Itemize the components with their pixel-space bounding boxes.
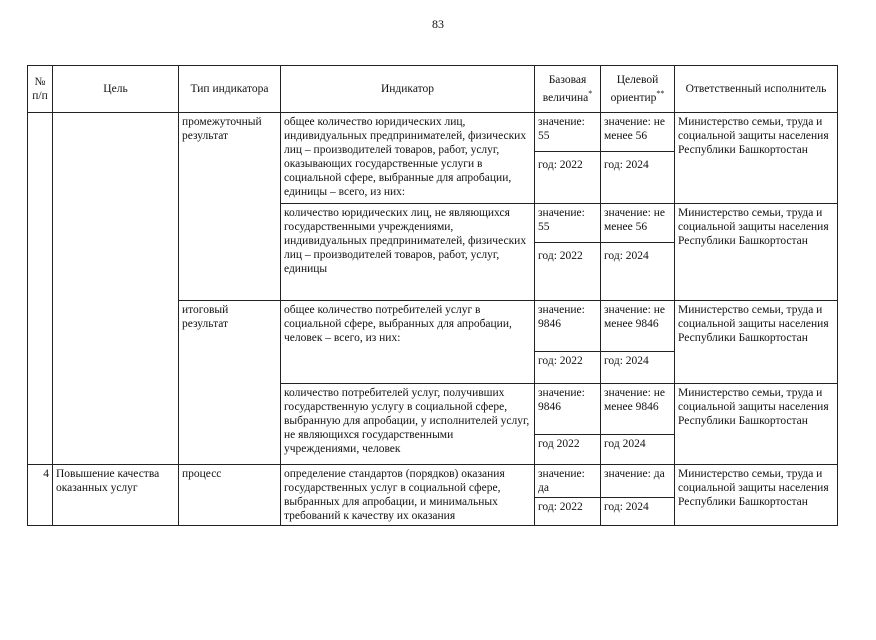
type-cell: процесс	[179, 465, 281, 526]
target-year-cell: год 2024	[601, 435, 675, 465]
target-year-cell: год: 2024	[601, 352, 675, 384]
responsible-cell: Министерство семьи, труда и социальной защиты населения Республики Башкортостан	[675, 113, 838, 204]
base-year-cell: год: 2022	[535, 152, 601, 204]
num-cell: 4	[28, 465, 53, 526]
goal-cell: Повышение качества оказанных услуг	[53, 465, 179, 526]
base-value-cell: значение: да	[535, 465, 601, 498]
header-goal: Цель	[53, 66, 179, 113]
responsible-cell: Министерство семьи, труда и социальной защиты населения Республики Башкортостан	[675, 204, 838, 301]
target-value-cell: значение: не менее 9846	[601, 384, 675, 435]
goal-cell	[53, 113, 179, 465]
base-value-cell: значение: 55	[535, 204, 601, 243]
header-responsible: Ответственный исполнитель	[675, 66, 838, 113]
header-num: № п/п	[28, 66, 53, 113]
target-year-cell: год: 2024	[601, 498, 675, 526]
target-value-cell: значение: не менее 56	[601, 113, 675, 152]
header-base: Базовая величина*	[535, 66, 601, 113]
target-value-cell: значение: да	[601, 465, 675, 498]
base-year-cell: год: 2022	[535, 352, 601, 384]
base-value-cell: значение: 9846	[535, 384, 601, 435]
indicators-table	[27, 65, 838, 526]
responsible-cell: Министерство семьи, труда и социальной защиты населения Республики Башкортостан	[675, 301, 838, 384]
indicator-cell: количество потребителей услуг, получивших государственную услугу в социальной сфере, выбранную для апробации, у исполнителей услуг, не являющихся государственными учреждениями, человек	[281, 384, 535, 465]
type-cell: промежуточный результат	[179, 113, 281, 301]
target-value-cell: значение: не менее 56	[601, 204, 675, 243]
num-cell	[28, 113, 53, 465]
responsible-cell: Министерство семьи, труда и социальной защиты населения Республики Башкортостан	[675, 465, 838, 526]
base-year-cell: год 2022	[535, 435, 601, 465]
header-indicator: Индикатор	[281, 66, 535, 113]
base-value-cell: значение: 9846	[535, 301, 601, 352]
table-row	[28, 113, 838, 152]
header-target: Целевой ориентир**	[601, 66, 675, 113]
header-row	[28, 66, 838, 113]
base-year-cell: год: 2022	[535, 243, 601, 301]
page-number: 83	[432, 17, 444, 31]
table-row	[28, 465, 838, 498]
target-year-cell: год: 2024	[601, 243, 675, 301]
indicator-cell: общее количество юридических лиц, индивидуальных предпринимателей, физических лиц – производителей товаров, работ, услуг, оказывающих государственные услуги в социальной сфере, выбранные для апробации, единицы – всего, из них:	[281, 113, 535, 204]
header-type: Тип индикатора	[179, 66, 281, 113]
target-year-cell: год: 2024	[601, 152, 675, 204]
base-year-cell: год: 2022	[535, 498, 601, 526]
indicator-cell: общее количество потребителей услуг в социальной сфере, выбранных для апробации, человек – всего, из них:	[281, 301, 535, 384]
base-value-cell: значение: 55	[535, 113, 601, 152]
responsible-cell: Министерство семьи, труда и социальной защиты населения Республики Башкортостан	[675, 384, 838, 465]
type-cell: итоговый результат	[179, 301, 281, 465]
indicator-cell: количество юридических лиц, не являющихся государственными учреждениями, индивидуальных предпринимателей, физических лиц – производителей товаров, работ, услуг, единицы	[281, 204, 535, 301]
target-value-cell: значение: не менее 9846	[601, 301, 675, 352]
indicator-cell: определение стандартов (порядков) оказания государственных услуг в социальной сфере, выбранных для апробации, и минимальных требований к качеству их оказания	[281, 465, 535, 526]
